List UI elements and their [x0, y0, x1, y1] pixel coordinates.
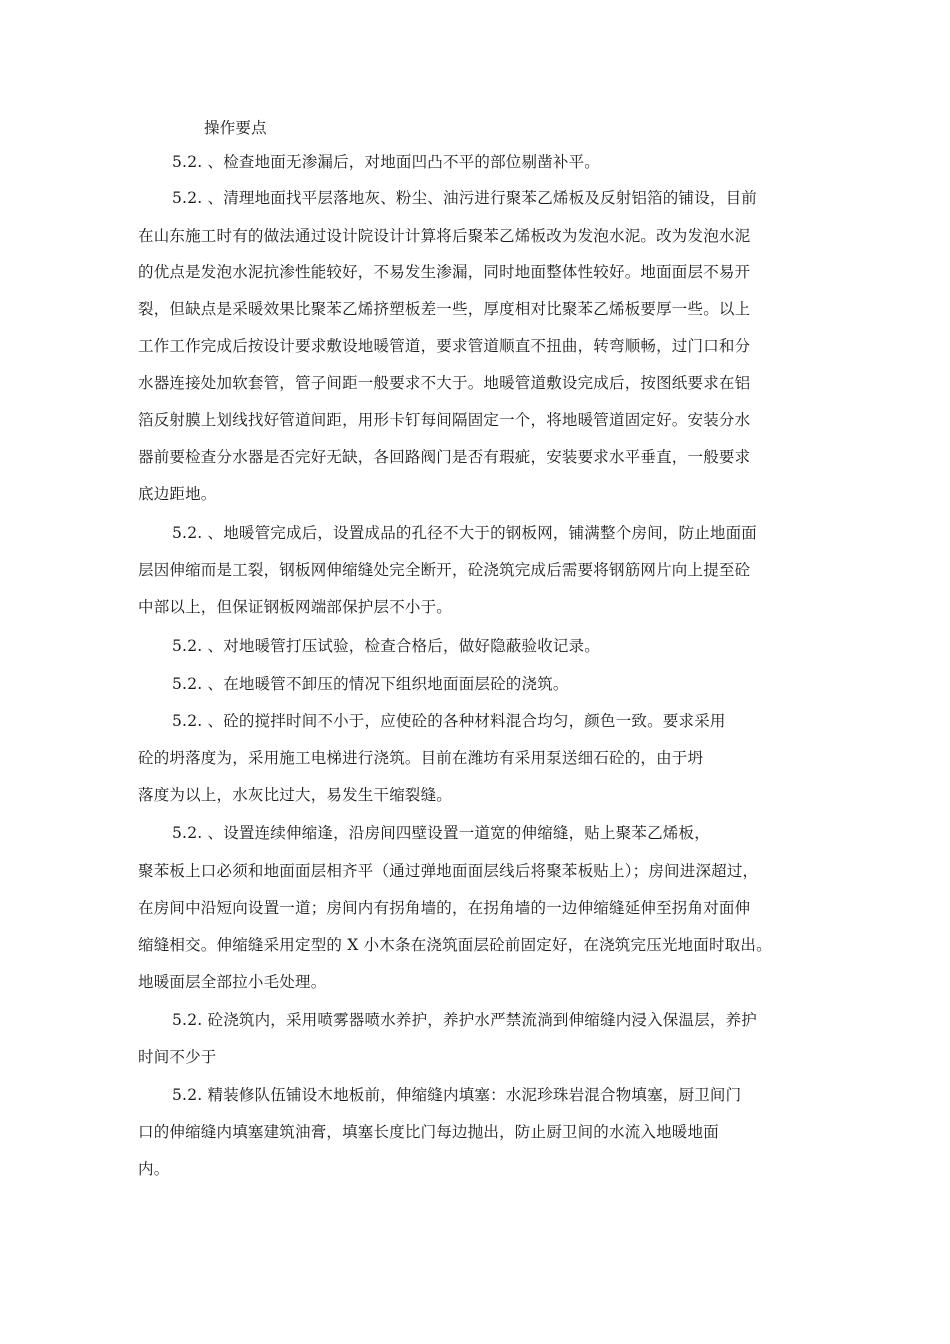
- paragraph-line: 工作工作完成后按设计要求敷设地暖管道，要求管道顺直不扭曲，转弯顺畅，过门口和分: [138, 337, 751, 355]
- paragraph-line: 时间不少于: [138, 1048, 217, 1066]
- paragraph-line: 箔反射膜上划线找好管道间距，用形卡钉每间隔固定一个，将地暖管道固定好。安装分水: [138, 411, 751, 429]
- section-heading: 操作要点: [204, 119, 267, 137]
- paragraph-line: 内。: [138, 1160, 170, 1178]
- paragraph-line: 5.2. 、砼的搅拌时间不小于，应使砼的各种材料混合均匀，颜色一致。要求采用: [172, 712, 726, 730]
- paragraph-line: 中部以上，但保证钢板网端部保护层不小于。: [138, 598, 453, 616]
- paragraph-line: 层因伸缩而是工裂，钢板网伸缩缝处完全断开，砼浇筑完成后需要将钢筋网片向上提至砼: [138, 561, 751, 579]
- paragraph-line: 在山东施工时有的做法通过设计院设计计算将后聚苯乙烯板改为发泡水泥。改为发泡水泥: [138, 227, 751, 245]
- paragraph-line: 5.2. 砼浇筑内，采用喷雾器喷水养护，养护水严禁流淌到伸缩缝内浸入保温层，养护: [172, 1011, 758, 1029]
- paragraph-line: 聚苯板上口必须和地面面层相齐平（通过弹地面面层线后将聚苯板贴上）；房间进深超过，: [138, 862, 759, 880]
- paragraph-line: 裂，但缺点是采暖效果比聚苯乙烯挤塑板差一些，厚度相对比聚苯乙烯板要厚一些。以上: [138, 300, 751, 318]
- paragraph-line: 水器连接处加软套管，管子间距一般要求不大于。地暖管道敷设完成后，按图纸要求在铝: [138, 374, 751, 392]
- paragraph-line: 的优点是发泡水泥抗渗性能较好，不易发生渗漏，同时地面整体性较好。地面面层不易开: [138, 263, 751, 281]
- paragraph-line: 地暖面层全部拉小毛处理。: [138, 973, 327, 991]
- paragraph-line: 砼的坍落度为，采用施工电梯进行浇筑。目前在潍坊有采用泵送细石砼的，由于坍: [138, 749, 704, 767]
- paragraph-line: 在房间中沿短向设置一道；房间内有拐角墙的，在拐角墙的一边伸缩缝延伸至拐角对面伸: [138, 899, 751, 917]
- paragraph-line: 落度为以上，水灰比过大，易发生干缩裂缝。: [138, 786, 453, 804]
- paragraph-line: 器前要检查分水器是否完好无缺，各回路阀门是否有瑕疵，安装要求水平垂直，一般要求: [138, 448, 751, 466]
- paragraph-line: 口的伸缩缝内填塞建筑油膏，填塞长度比门每边抛出，防止厨卫间的水流入地暖地面: [138, 1123, 719, 1141]
- paragraph-line: 缩缝相交。伸缩缝采用定型的 X 小木条在浇筑面层砼前固定好，在浇筑完压光地面时取出。: [138, 936, 772, 954]
- paragraph-line: 5.2. 精装修队伍铺设木地板前，伸缩缝内填塞：水泥珍珠岩混合物填塞，厨卫间门: [172, 1086, 742, 1104]
- paragraph-line: 5.2. 、检查地面无渗漏后，对地面凹凸不平的部位剔凿补平。: [172, 153, 601, 171]
- paragraph-line: 5.2. 、在地暖管不卸压的情况下组织地面面层砼的浇筑。: [172, 675, 569, 693]
- paragraph-line: 底边距地。: [138, 485, 217, 503]
- paragraph-line: 5.2. 、清理地面找平层落地灰、粉尘、油污进行聚苯乙烯板及反射铝箔的铺设，目前: [172, 189, 758, 207]
- paragraph-line: 5.2. 、对地暖管打压试验，检查合格后，做好隐蔽验收记录。: [172, 637, 601, 655]
- paragraph-line: 5.2. 、设置连续伸缩逢，沿房间四壁设置一道宽的伸缩缝，贴上聚苯乙烯板，: [172, 824, 710, 842]
- paragraph-line: 5.2. 、地暖管完成后，设置成品的孔径不大于的钢板网，铺满整个房间，防止地面面: [172, 524, 758, 542]
